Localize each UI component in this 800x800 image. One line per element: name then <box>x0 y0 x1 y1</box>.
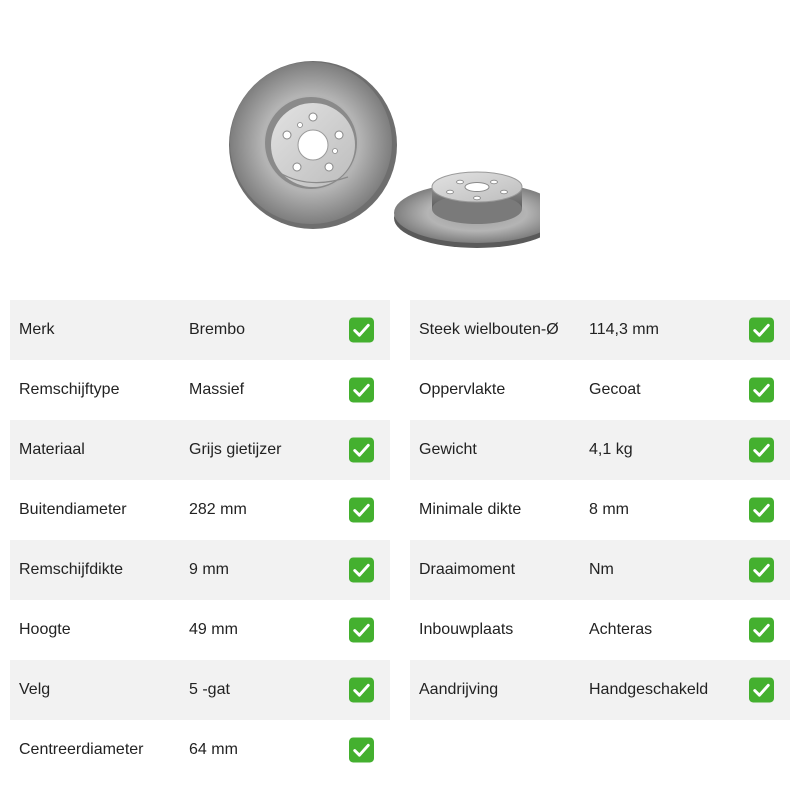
check-mark-icon <box>349 498 374 523</box>
spec-row-remschijfdikte <box>10 540 390 600</box>
spec-row-aandrijving <box>410 660 790 720</box>
check-mark-icon <box>349 678 374 703</box>
spec-label: Buitendiameter <box>19 501 127 518</box>
spec-value: 4,1 kg <box>589 441 633 458</box>
spec-table-right <box>410 300 790 720</box>
spec-label: Centreerdiameter <box>19 741 144 758</box>
spec-value: Grijs gietijzer <box>189 441 282 458</box>
spec-value: Achteras <box>589 621 653 638</box>
check-mark-icon <box>749 318 774 343</box>
check-mark-icon <box>749 558 774 583</box>
spec-row-remschijftype <box>10 360 390 420</box>
spec-label: Inbouwplaats <box>419 621 514 638</box>
spec-label: Remschijftype <box>19 381 120 398</box>
spec-label: Minimale dikte <box>419 501 522 518</box>
spec-value: Nm <box>589 561 614 578</box>
spec-value: 5 -gat <box>189 681 230 698</box>
spec-value: Gecoat <box>589 381 641 398</box>
spec-value: 49 mm <box>189 621 238 638</box>
spec-label: Materiaal <box>19 441 85 458</box>
check-mark-icon <box>349 618 374 643</box>
spec-label: Aandrijving <box>419 681 499 698</box>
check-mark-icon <box>349 558 374 583</box>
spec-row-gewicht <box>410 420 790 480</box>
brake-disc-image <box>220 55 540 255</box>
check-mark-icon <box>749 678 774 703</box>
check-mark-icon <box>749 378 774 403</box>
spec-table-left <box>10 300 390 780</box>
spec-label: Gewicht <box>419 441 477 458</box>
spec-row-centreerdiameter <box>10 720 390 780</box>
spec-value: 282 mm <box>189 501 247 518</box>
brake-disc-side-view <box>394 172 540 248</box>
spec-row-oppervlakte <box>410 360 790 420</box>
spec-label: Velg <box>19 681 51 698</box>
spec-value: Brembo <box>189 321 246 338</box>
spec-label: Oppervlakte <box>419 381 506 398</box>
spec-row-materiaal <box>10 420 390 480</box>
spec-label: Merk <box>19 321 55 338</box>
spec-label: Steek wielbouten-Ø <box>419 321 559 338</box>
brake-disc-front-view <box>229 61 397 229</box>
spec-row-hoogte <box>10 600 390 660</box>
check-mark-icon <box>749 498 774 523</box>
spec-value: Massief <box>189 381 245 398</box>
check-mark-icon <box>749 618 774 643</box>
spec-value: Handgeschakeld <box>589 681 709 698</box>
spec-row-merk <box>10 300 390 360</box>
spec-value: 8 mm <box>589 501 629 518</box>
check-mark-icon <box>349 318 374 343</box>
spec-row-buitendiameter <box>10 480 390 540</box>
spec-label: Draaimoment <box>419 561 516 578</box>
check-mark-icon <box>349 378 374 403</box>
spec-label: Hoogte <box>19 621 71 638</box>
spec-value: 114,3 mm <box>589 321 659 338</box>
check-mark-icon <box>349 438 374 463</box>
spec-label: Remschijfdikte <box>19 561 124 578</box>
spec-value: 9 mm <box>189 561 229 578</box>
spec-value: 64 mm <box>189 741 238 758</box>
spec-row-steek-wielbouten <box>410 300 790 360</box>
check-mark-icon <box>349 738 374 763</box>
check-mark-icon <box>749 438 774 463</box>
spec-row-draaimoment <box>410 540 790 600</box>
spec-row-inbouwplaats <box>410 600 790 660</box>
spec-row-minimale-dikte <box>410 480 790 540</box>
spec-row-velg <box>10 660 390 720</box>
